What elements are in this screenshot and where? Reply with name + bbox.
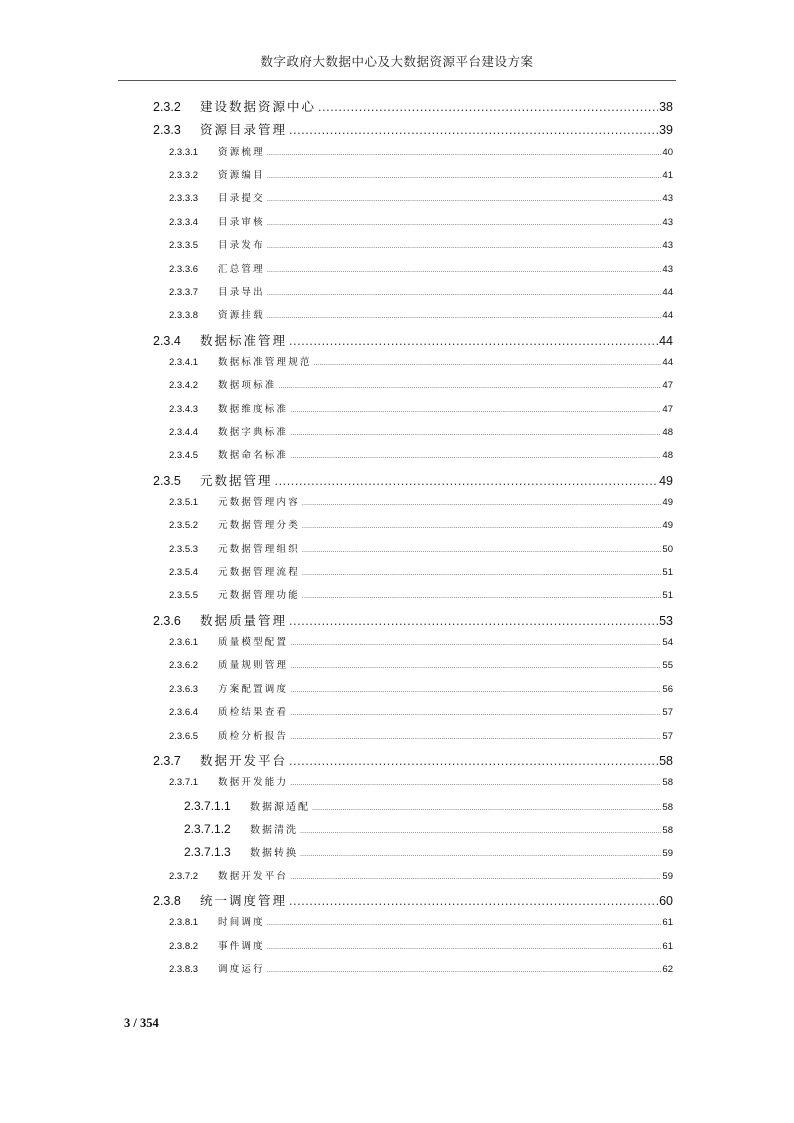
toc-entry-page: 49 — [662, 520, 673, 532]
toc-entry[interactable] — [153, 120, 673, 138]
toc-entry-page: 48 — [662, 426, 673, 438]
toc-entry-page: 55 — [662, 660, 673, 672]
toc-entry-title: 数据标准管理 — [200, 333, 288, 348]
toc-entry-page: 43 — [662, 216, 673, 228]
toc-entry-number: 2.3.3.3 — [169, 193, 199, 205]
toc-entry[interactable] — [169, 214, 673, 228]
toc-entry[interactable] — [169, 494, 673, 508]
toc-dot-leader — [318, 100, 658, 114]
toc-entry[interactable] — [169, 704, 673, 718]
toc-dot-leader — [302, 500, 662, 507]
toc-entry-number: 2.3.6.4 — [169, 707, 199, 719]
toc-entry-number: 2.3.5.2 — [169, 520, 199, 532]
toc-entry-number: 2.3.3.5 — [169, 240, 199, 252]
toc-entry-title: 资源目录管理 — [200, 123, 288, 138]
toc-entry-page: 60 — [659, 893, 673, 908]
toc-entry-number: 2.3.7.1 — [169, 777, 199, 789]
toc-entry-title: 统一调度管理 — [200, 893, 288, 908]
toc-entry-title: 数据开发平台 — [200, 753, 288, 768]
toc-entry-title: 数据开发能力 — [218, 777, 289, 789]
toc-entry-page: 51 — [662, 567, 673, 578]
toc-entry-title: 资源挂载 — [218, 310, 265, 322]
toc-entry-title: 质量模型配置 — [218, 637, 289, 649]
toc-entry[interactable] — [169, 868, 673, 882]
toc-entry-title: 数据字典标准 — [218, 426, 289, 438]
toc-entry-number: 2.3.3.4 — [169, 216, 199, 228]
toc-entry-page: 59 — [662, 848, 673, 860]
toc-dot-leader — [290, 687, 661, 694]
toc-dot-leader — [302, 593, 662, 600]
toc-entry-number: 2.3.5.4 — [169, 567, 199, 578]
toc-dot-leader — [290, 663, 661, 670]
toc-entry[interactable] — [169, 774, 673, 788]
toc-entry-number: 2.3.4 — [153, 333, 181, 348]
toc-dot-leader — [267, 150, 662, 157]
toc-entry-title: 元数据管理流程 — [218, 567, 300, 578]
toc-dot-leader — [289, 123, 658, 137]
toc-entry-title: 建设数据资源中心 — [200, 100, 317, 114]
toc-entry[interactable] — [169, 261, 673, 275]
toc-entry[interactable] — [169, 190, 673, 204]
toc-entry-number: 2.3.4.5 — [169, 450, 199, 462]
toc-entry-page: 43 — [662, 240, 673, 252]
toc-entry[interactable] — [169, 144, 673, 158]
toc-entry[interactable] — [169, 587, 673, 601]
toc-entry-title: 元数据管理功能 — [218, 590, 300, 602]
toc-dot-leader — [267, 920, 662, 927]
toc-entry[interactable] — [169, 541, 673, 555]
toc-entry-page: 57 — [662, 707, 673, 719]
toc-entry-title: 目录导出 — [218, 286, 265, 298]
toc-dot-leader — [312, 805, 661, 812]
toc-entry[interactable] — [169, 914, 673, 928]
toc-entry[interactable] — [153, 331, 673, 349]
toc-dot-leader — [267, 290, 662, 297]
toc-entry-title: 元数据管理组织 — [218, 543, 300, 555]
toc-entry-number: 2.3.3.6 — [169, 263, 199, 275]
toc-entry-number: 2.3.7.1.3 — [184, 845, 231, 860]
toc-entry[interactable] — [169, 167, 673, 181]
toc-entry-number: 2.3.4.3 — [169, 403, 199, 415]
toc-entry-page: 50 — [662, 543, 673, 555]
toc-entry-page: 38 — [659, 100, 673, 114]
toc-dot-leader — [300, 828, 661, 835]
toc-entry-page: 62 — [662, 964, 673, 975]
toc-entry[interactable] — [169, 938, 673, 952]
toc-entry[interactable] — [184, 821, 673, 836]
toc-entry-title: 质检结果查看 — [218, 707, 289, 719]
toc-dot-leader — [267, 313, 662, 320]
toc-entry-page: 58 — [662, 801, 673, 813]
toc-entry-title: 数据开发平台 — [218, 870, 289, 882]
toc-entry[interactable] — [153, 751, 673, 769]
toc-dot-leader — [290, 430, 661, 437]
toc-entry[interactable] — [169, 424, 673, 438]
toc-dot-leader — [267, 967, 662, 974]
toc-dot-leader — [290, 453, 661, 460]
toc-dot-leader — [290, 407, 661, 414]
toc-entry-page: 57 — [662, 730, 673, 742]
page-header-title: 数字政府大数据中心及大数据资源平台建设方案 — [260, 54, 534, 69]
toc-dot-leader — [302, 570, 662, 577]
toc-entry-title: 质量规则管理 — [218, 660, 289, 672]
toc-dot-leader — [275, 474, 659, 488]
toc-entry-page: 53 — [659, 613, 673, 628]
toc-entry-number: 2.3.3.8 — [169, 310, 199, 322]
header-divider — [118, 80, 676, 81]
toc-entry-title: 数据质量管理 — [200, 613, 288, 628]
toc-entry-page: 44 — [662, 310, 673, 322]
toc-dot-leader — [289, 334, 658, 348]
toc-entry-number: 2.3.7.1.1 — [184, 798, 231, 813]
toc-entry-page: 47 — [662, 403, 673, 415]
toc-dot-leader — [267, 196, 662, 203]
toc-entry-title: 元数据管理 — [200, 473, 273, 488]
toc-entry[interactable] — [184, 844, 673, 859]
toc-entry-number: 2.3.6.3 — [169, 683, 199, 695]
toc-entry-number: 2.3.7.2 — [169, 870, 199, 882]
toc-entry[interactable] — [169, 377, 673, 391]
toc-entry[interactable] — [153, 611, 673, 629]
toc-entry-page: 61 — [662, 917, 673, 929]
toc-entry-title: 数据源适配 — [250, 801, 310, 813]
toc-entry-number: 2.3.4.1 — [169, 356, 199, 368]
toc-dot-leader — [290, 640, 661, 647]
toc-entry-title: 数据清洗 — [250, 824, 298, 836]
toc-entry-number: 2.3.7.1.2 — [184, 821, 231, 836]
toc-entry-page: 59 — [662, 870, 673, 882]
toc-entry-page: 41 — [662, 170, 673, 182]
toc-dot-leader — [290, 780, 661, 787]
toc-entry[interactable] — [169, 681, 673, 695]
toc-dot-leader — [267, 944, 662, 951]
toc-entry-number: 2.3.6 — [153, 613, 181, 628]
toc-dot-leader — [302, 523, 662, 530]
toc-entry-page: 61 — [662, 940, 673, 952]
toc-entry-page: 56 — [662, 683, 673, 695]
toc-entry-page: 54 — [662, 637, 673, 649]
toc-dot-leader — [314, 360, 662, 367]
toc-entry-number: 2.3.3.2 — [169, 170, 199, 182]
toc-entry[interactable] — [169, 401, 673, 415]
toc-entry-number: 2.3.5.5 — [169, 590, 199, 602]
toc-entry-number: 2.3.4.4 — [169, 426, 199, 438]
toc-dot-leader — [289, 614, 658, 628]
toc-entry-title: 质检分析报告 — [218, 730, 289, 742]
toc-entry-number: 2.3.7 — [153, 753, 181, 768]
toc-entry[interactable] — [153, 471, 673, 489]
toc-entry-title: 数据维度标准 — [218, 403, 289, 415]
toc-dot-leader — [289, 754, 658, 768]
toc-dot-leader — [290, 734, 661, 741]
toc-entry-title: 时间调度 — [218, 917, 265, 929]
toc-entry-title: 数据命名标准 — [218, 450, 289, 462]
toc-entry-page: 58 — [662, 824, 673, 836]
toc-entry[interactable] — [169, 517, 673, 531]
toc-entry-title: 数据转换 — [250, 848, 298, 860]
toc-entry[interactable] — [169, 354, 673, 368]
toc-entry-number: 2.3.8.2 — [169, 940, 199, 952]
toc-entry[interactable] — [184, 798, 673, 813]
toc-entry-number: 2.3.8 — [153, 893, 181, 908]
toc-entry-page: 43 — [662, 193, 673, 205]
toc-entry-number: 2.3.5 — [153, 473, 181, 488]
toc-entry-number: 2.3.5.1 — [169, 497, 199, 508]
toc-entry[interactable] — [169, 237, 673, 251]
toc-entry-number: 2.3.2 — [153, 100, 181, 114]
toc-dot-leader — [290, 710, 661, 717]
toc-entry[interactable] — [169, 728, 673, 742]
toc-dot-leader — [267, 267, 662, 274]
toc-entry-number: 2.3.4.2 — [169, 380, 199, 392]
toc-entry-page: 43 — [662, 263, 673, 275]
toc-dot-leader — [267, 220, 662, 227]
page-number-footer: 3 / 354 — [124, 1016, 159, 1030]
toc-entry[interactable] — [169, 307, 673, 321]
toc-entry-page: 58 — [662, 777, 673, 789]
toc-entry[interactable] — [153, 891, 673, 909]
toc-entry-page: 51 — [662, 590, 673, 602]
toc-entry[interactable] — [169, 284, 673, 298]
toc-entry-page: 48 — [662, 450, 673, 462]
toc-entry-page: 39 — [659, 123, 673, 138]
toc-entry-title: 资源编目 — [218, 170, 265, 182]
toc-entry-title: 数据标准管理规范 — [218, 356, 312, 368]
toc-dot-leader — [289, 894, 658, 908]
toc-entry-number: 2.3.3.1 — [169, 146, 199, 158]
toc-dot-leader — [267, 243, 662, 250]
toc-entry-number: 2.3.6.2 — [169, 660, 199, 672]
toc-entry-title: 方案配置调度 — [218, 683, 289, 695]
toc-entry-number: 2.3.6.1 — [169, 637, 199, 649]
toc-entry-number: 2.3.8.3 — [169, 964, 199, 975]
toc-entry-number: 2.3.3 — [153, 123, 181, 138]
toc-entry-number: 2.3.6.5 — [169, 730, 199, 742]
toc-entry-number: 2.3.5.3 — [169, 543, 199, 555]
toc-entry-title: 元数据管理内容 — [218, 497, 300, 508]
toc-dot-leader — [290, 874, 661, 881]
toc-entry-title: 数据项标准 — [218, 380, 277, 392]
toc-entry-title: 元数据管理分类 — [218, 520, 300, 532]
toc-entry-title: 目录审核 — [218, 216, 265, 228]
toc-entry-title: 事件调度 — [218, 940, 265, 952]
toc-entry-title: 汇总管理 — [218, 263, 265, 275]
toc-entry[interactable] — [153, 97, 673, 115]
toc-dot-leader — [302, 547, 662, 554]
toc-entry-page: 44 — [662, 286, 673, 298]
toc-entry-number: 2.3.3.7 — [169, 286, 199, 298]
toc-entry-page: 44 — [662, 356, 673, 368]
toc-dot-leader — [267, 173, 662, 180]
toc-entry-page: 49 — [662, 497, 673, 508]
toc-entry-title: 目录提交 — [218, 193, 265, 205]
toc-entry-page: 40 — [662, 146, 673, 158]
toc-entry[interactable] — [169, 447, 673, 461]
toc-entry[interactable] — [169, 564, 673, 578]
toc-dot-leader — [279, 383, 662, 390]
toc-entry-number: 2.3.8.1 — [169, 917, 199, 929]
toc-entry-page: 47 — [662, 380, 673, 392]
toc-entry[interactable] — [169, 961, 673, 975]
toc-dot-leader — [300, 851, 661, 858]
toc-entry-title: 调度运行 — [218, 964, 265, 975]
toc-entry-page: 49 — [659, 473, 673, 488]
toc-entry-title: 目录发布 — [218, 240, 265, 252]
toc-entry[interactable] — [169, 634, 673, 648]
toc-entry[interactable] — [169, 657, 673, 671]
toc-entry-page: 44 — [659, 333, 673, 348]
toc-entry-page: 58 — [659, 753, 673, 768]
toc-entry-title: 资源梳理 — [218, 146, 265, 158]
